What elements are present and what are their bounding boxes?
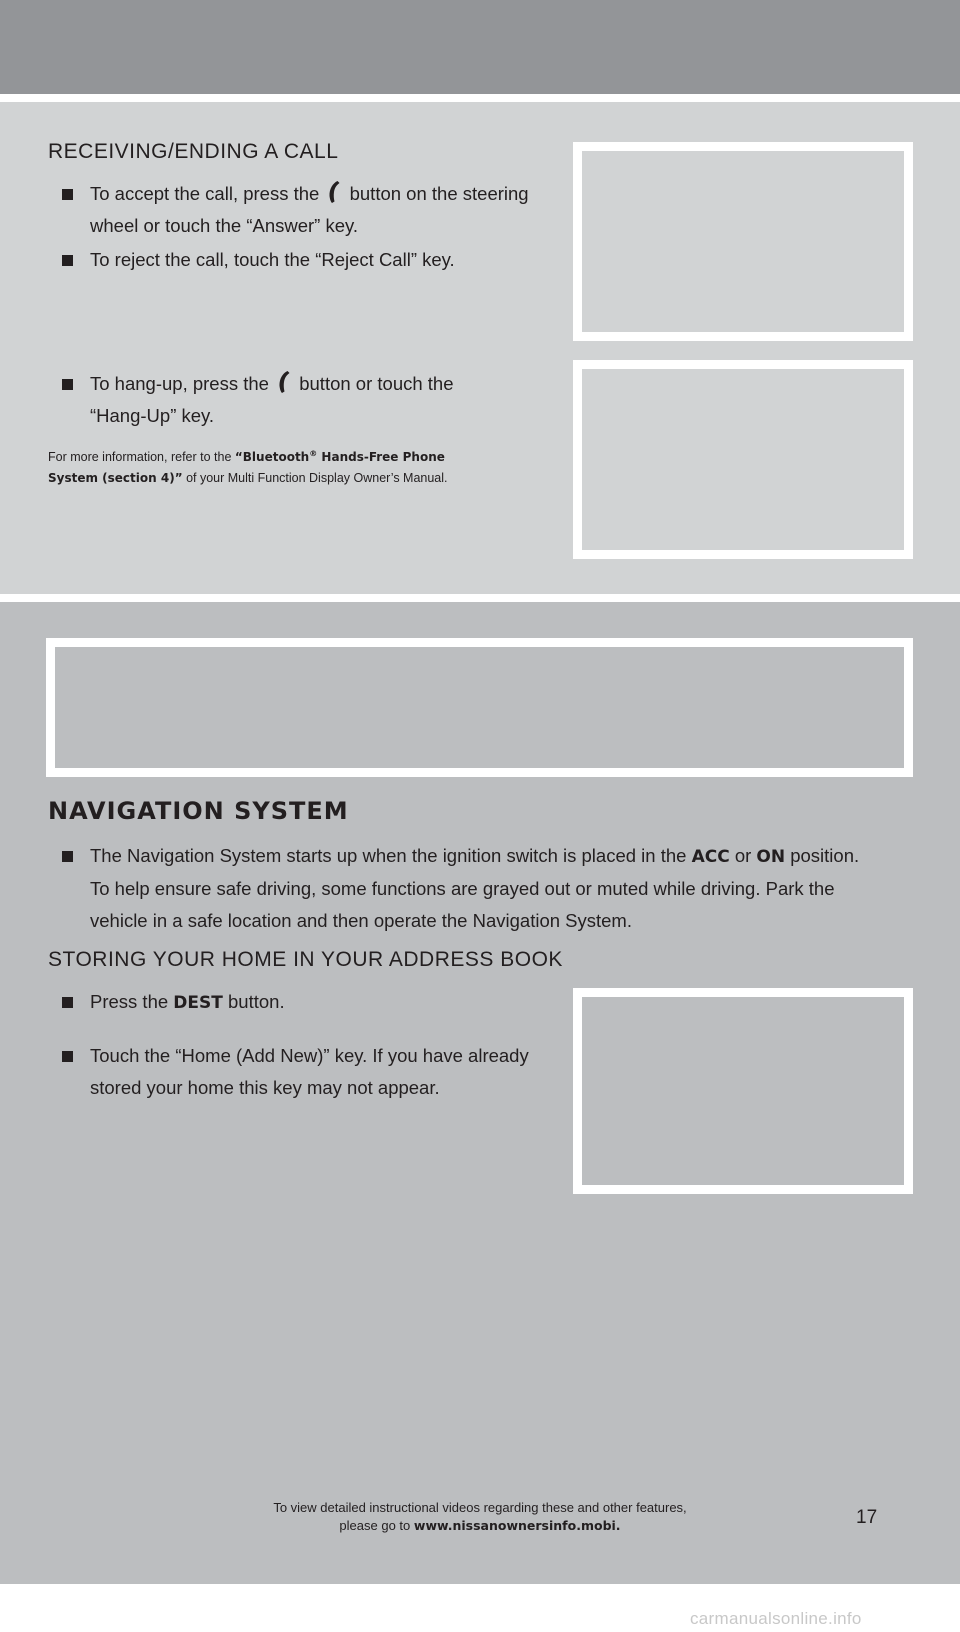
phone-handset-icon [327, 180, 341, 204]
accept-text-before: To accept the call, press the [90, 183, 320, 204]
footer-url-link[interactable]: www.nissanownersinfo.mobi. [413, 1518, 621, 1533]
storing-home-heading: STORING YOUR HOME IN YOUR ADDRESS BOOK [48, 948, 563, 971]
dest-text-before: Press the [90, 991, 169, 1012]
registered-mark: ® [309, 449, 318, 458]
nav-text-line3: vehicle in a safe location and then operate the Navigation System. [90, 910, 632, 931]
nav-text-or: or [734, 845, 752, 866]
nav-text-before: The Navigation System starts up when the ignition switch is placed in the [90, 845, 687, 866]
bullet-navigation-startup [62, 840, 922, 937]
note-bluetooth: “Bluetooth [234, 450, 310, 464]
more-information-note [48, 443, 528, 489]
home-text-line2: stored your home this key may not appear. [90, 1077, 440, 1098]
bullet-hang-up [62, 368, 562, 432]
hangup-text-before: To hang-up, press the [90, 373, 269, 394]
bullet-touch-home [62, 1040, 582, 1104]
top-header-band [0, 0, 960, 94]
bullet-square-icon [62, 189, 73, 200]
note-bold-bluetooth [235, 450, 445, 464]
dest-label: DEST [173, 993, 223, 1013]
bullet-square-icon [62, 1051, 73, 1062]
home-text-line1: Touch the “Home (Add New)” key. If you have already [90, 1045, 529, 1066]
acc-label: ACC [691, 847, 730, 867]
bullet-accept-call [62, 178, 562, 242]
image-placeholder-answer [573, 142, 913, 341]
reject-text: To reject the call, touch the “Reject Call” key. [90, 249, 455, 270]
image-placeholder-address-book [573, 988, 913, 1194]
note-hands-free: Hands-Free Phone [321, 450, 445, 464]
footer-line1: To view detailed instructional videos regarding these and other features, [273, 1500, 687, 1515]
note-suffix: of your Multi Function Display Owner’s Manual. [186, 471, 448, 485]
on-label: ON [756, 847, 786, 867]
bullet-reject-call [62, 244, 562, 276]
bullet-square-icon [62, 379, 73, 390]
bullet-square-icon [62, 851, 73, 862]
navigation-system-title: NAVIGATION SYSTEM [48, 797, 349, 825]
nav-text-line2: To help ensure safe driving, some functions are grayed out or muted while driving. Park the [90, 878, 835, 899]
bullet-press-dest [62, 986, 562, 1019]
hangup-text-line2: “Hang-Up” key. [90, 405, 215, 426]
accept-text-line2: wheel or touch the “Answer” key. [90, 215, 359, 236]
image-placeholder-hangup [573, 360, 913, 559]
bullet-square-icon [62, 255, 73, 266]
hangup-text-after: button or touch the [299, 373, 454, 394]
bullet-square-icon [62, 997, 73, 1008]
watermark-text: carmanualsonline.info [690, 1609, 862, 1628]
page-number: 17 [856, 1507, 878, 1528]
footer-instructions [180, 1499, 780, 1535]
receiving-call-heading: RECEIVING/ENDING A CALL [48, 140, 339, 163]
accept-text-after: button on the steering [349, 183, 529, 204]
note-prefix: For more information, refer to the [48, 450, 232, 464]
footer-line2-prefix: please go to [339, 1518, 411, 1533]
note-section-ref: System (section 4)” [48, 471, 183, 485]
dest-text-after: button. [228, 991, 285, 1012]
phone-handset-icon [277, 370, 291, 394]
nav-text-after: position. [790, 845, 860, 866]
image-placeholder-navigation-banner [46, 638, 913, 777]
